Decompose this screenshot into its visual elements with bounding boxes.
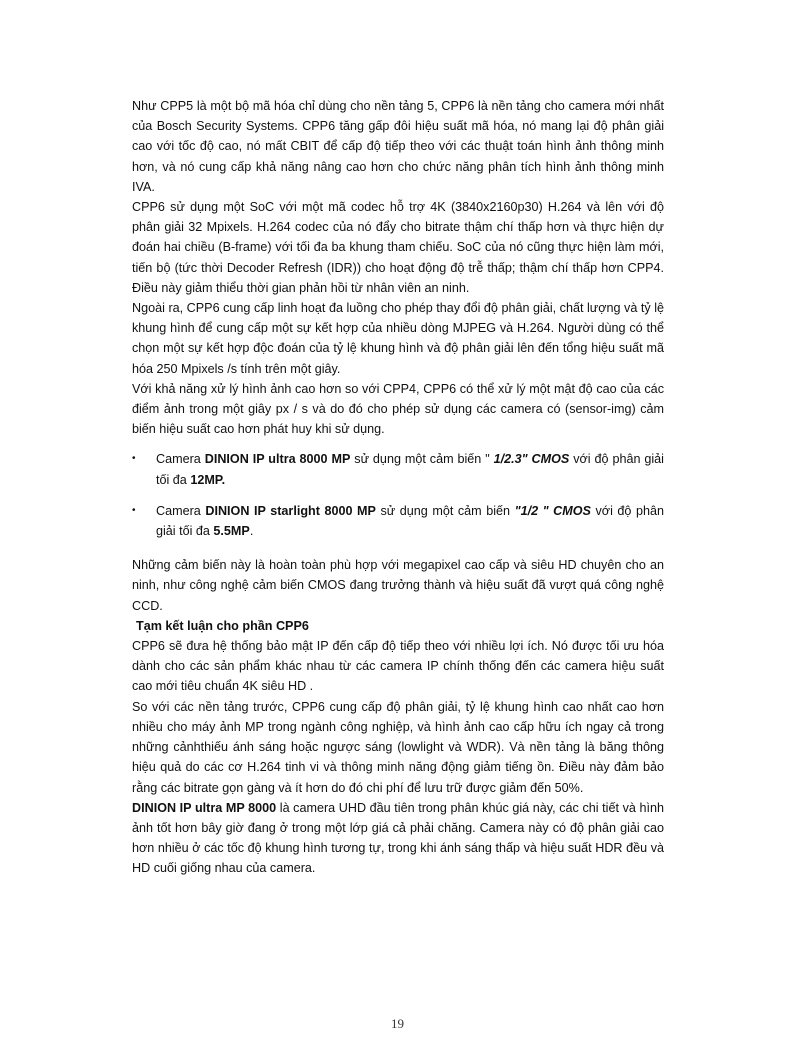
intro-paragraph-1: Như CPP5 là một bộ mã hóa chỉ dùng cho nền tảng 5, CPP6 là nền tảng cho camera mới nhất của Bosch Security Systems. CPP6 tăng gấp đôi hiệu suất mã hóa, nó mang lại độ phân giải cao với tốc độ cao, nó mất CBIT để cấp độ tiếp theo với các thuật toán hình ảnh thông minh hơn, và nó cung cấp khả năng nâng cao hơn cho chức năng phân tích hình ảnh thông minh IVA.: [132, 99, 664, 194]
bullet-bold-sensor: "1/2 " CMOS: [514, 503, 591, 518]
bullet-text: Camera: [156, 452, 205, 467]
section-heading: Tạm kết luận cho phần CPP6: [136, 618, 309, 633]
document-body: [132, 96, 664, 879]
conclusion-paragraph-2: So với các nền tảng trước, CPP6 cung cấp độ phân giải, tỷ lệ khung hình cao nhất cao hơn nhiều cho máy ảnh MP trong ngành công nghiệp, và hình ảnh cao cấp hữu ích ngay cả trong những cảnhthiếu ánh sáng hoặc ngược sáng (lowlight và WDR). Và nền tảng là băng thông hiệu quả do các cơ H.264 tinh vi và thông minh năng động giảm tiếng ồn. Điều này đảm bảo rằng các bitrate gọn gàng và ít hơn do đó chi phí để lưu trữ được giảm đến 50%.: [132, 699, 664, 795]
intro-paragraph-3: Ngoài ra, CPP6 cung cấp linh hoạt đa luồng cho phép thay đổi độ phân giải, chất lượng và tỷ lệ khung hình để cung cấp một sự kết hợp của nhiều dòng MJPEG và H.264. Người dùng có thể chọn một sự kết hợp độc đoán của tỷ lệ khung hình và độ phân giải lên đến tổng hiệu suất mã hóa 250 Mpixels /s tính trên một giây.: [132, 301, 664, 376]
bullet-text: sử dụng một cảm biến: [375, 503, 515, 518]
bullet-bold-model: DINION IP starlight 8000 MP: [205, 503, 376, 518]
bullet-item-starlight: [132, 501, 664, 541]
bullet-item-ultra: [132, 449, 664, 489]
bullet-text: .: [249, 524, 254, 539]
bullet-bold-sensor: 1/2.3" CMOS: [493, 452, 570, 467]
bullet-bold-model: DINION IP ultra 8000 MP: [204, 452, 351, 467]
conclusion-paragraph-1: CPP6 sẽ đưa hệ thống bảo mật IP đến cấp độ tiếp theo với nhiều lợi ích. Nó được tối ưu hóa dành cho các sản phẩm khác nhau từ các camera IP chính thống đến các camera hiệu suất cao mới tiêu chuẩn 4K siêu HD .: [132, 639, 664, 694]
camera-bullet-list: [132, 449, 664, 541]
bullet-text: với độ phân giải tối đa: [156, 503, 664, 539]
bullet-text: Camera: [156, 503, 206, 518]
intro-paragraph-2: CPP6 sử dụng một SoC với một mã codec hỗ trợ 4K (3840x2160p30) H.264 và lên với độ phân giải 32 Mpixels. H.264 codec của nó đẩy cho bitrate thậm chí thấp hơn và thực hiện dự đoán hai chiều (B-frame) với tối đa ba khung tham chiếu. SoC của nó cũng thực hiện làm mới, tiến bộ (tức thời Decoder Refresh (IDR)) cho hoạt động độ trễ thấp; thậm chí thấp hơn CPP4. Điều này giảm thiểu thời gian phản hồi từ nhân viên an ninh.: [132, 200, 664, 295]
sensor-summary-paragraph: Những cảm biến này là hoàn toàn phù hợp với megapixel cao cấp và siêu HD chuyên cho an ninh, như công nghệ cảm biến CMOS đang trưởng thành và hiệu suất đã vượt quá công nghệ CCD.: [132, 558, 664, 613]
bullet-bold-resolution: 5.5MP: [213, 524, 250, 539]
final-text: là camera UHD đầu tiên trong phân khúc giá này, các chi tiết và hình ảnh tốt hơn bây giờ đang ở trong một lớp giá cả phải chăng. Camera này có độ phân giải cao hơn nhiều ở các tốc độ khung hình tương tự, trong khi ánh sáng thấp và hiệu suất HDR đều và HD cuối giống nhau của camera.: [132, 800, 664, 876]
bullet-bold-resolution: 12MP.: [190, 472, 226, 487]
bullet-dot-icon: •: [132, 504, 136, 516]
final-bold-lead: DINION IP ultra MP 8000: [132, 800, 277, 815]
final-paragraph: [132, 798, 664, 879]
bullet-dot-icon: •: [132, 453, 136, 465]
intro-paragraph-4: Với khả năng xử lý hình ảnh cao hơn so với CPP4, CPP6 có thể xử lý một mật độ cao của các điểm ảnh trong một giây px / s và do đó cho phép sử dụng các camera có (sensor-img) cảm biến hiệu suất cao hơn phát huy khi sử dụng.: [132, 381, 664, 437]
bullet-text: sử dụng một cảm biến ": [350, 452, 494, 467]
page-number: 19: [391, 1016, 404, 1031]
bullet-text: với độ phân giải tối đa: [156, 452, 664, 487]
